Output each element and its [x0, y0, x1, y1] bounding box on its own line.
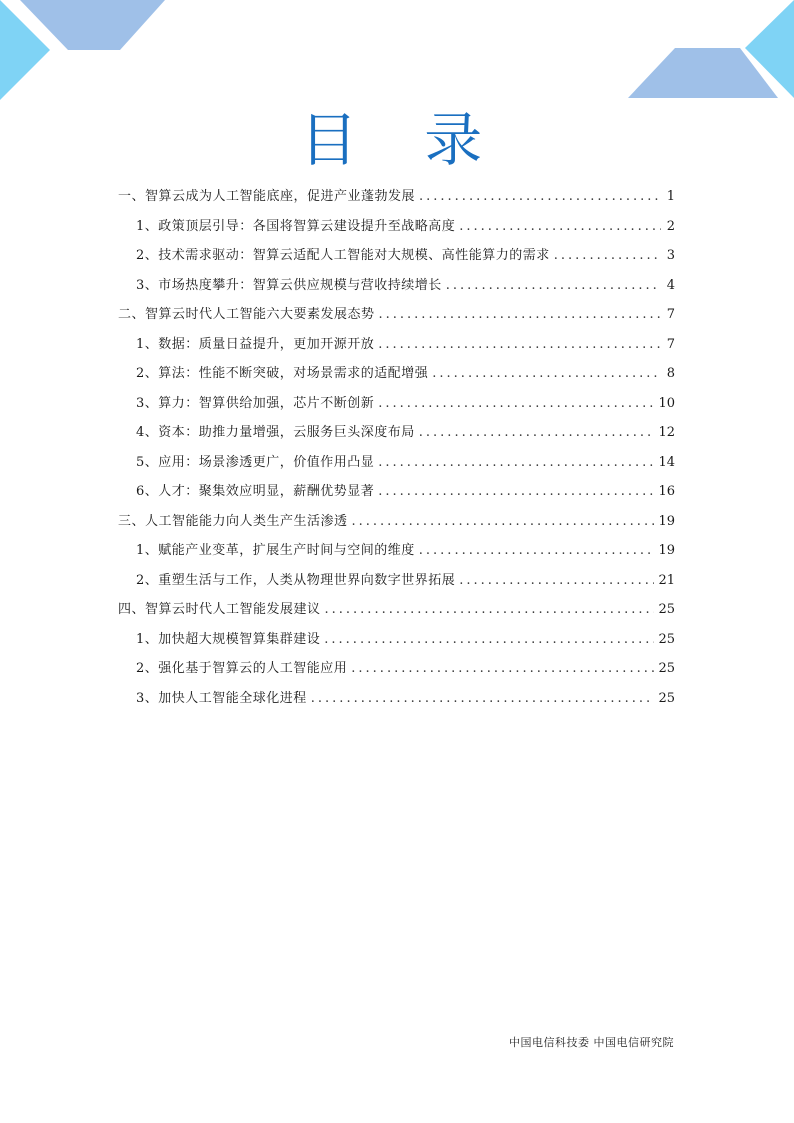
- toc-chapter-entry[interactable]: [118, 182, 675, 212]
- toc-entry-label: 一、智算云成为人工智能底座，促进产业蓬勃发展: [118, 189, 416, 204]
- toc-leader-dots: [419, 182, 661, 212]
- toc-leader-dots: [325, 595, 655, 625]
- toc-entry-label: 4、资本：助推力量增强，云服务巨头深度布局: [136, 425, 415, 440]
- toc-leader-dots: [554, 241, 661, 271]
- toc-entry-label: 3、加快人工智能全球化进程: [136, 690, 307, 706]
- toc-section-entry[interactable]: [118, 566, 675, 596]
- toc-entry-label: 1、政策顶层引导：各国将智算云建设提升至战略高度: [136, 218, 456, 234]
- toc-section-entry[interactable]: [118, 625, 675, 655]
- toc-entry-label: 2、技术需求驱动：智算云适配人工智能对大规模、高性能算力的需求: [136, 248, 550, 263]
- toc-page-number: 14: [658, 454, 675, 470]
- toc-entry-label: 1、赋能产业变革，扩展生产时间与空间的维度: [136, 543, 415, 558]
- toc-section-entry[interactable]: [118, 654, 675, 684]
- toc-entry-label: 6、人才：聚集效应明显，薪酬优势显著: [136, 484, 375, 499]
- toc-entry-label: 1、加快超大规模智算集群建设: [136, 631, 321, 647]
- toc-page-number: 4: [666, 277, 675, 293]
- toc-section-entry[interactable]: [118, 684, 675, 714]
- table-of-contents: [118, 182, 675, 713]
- toc-entry-label: 三、人工智能能力向人类生产生活渗透: [118, 513, 348, 529]
- page-title: 目 录: [299, 106, 507, 174]
- toc-page-number: 7: [666, 307, 675, 322]
- toc-leader-dots: [432, 359, 661, 389]
- toc-leader-dots: [311, 684, 655, 714]
- toc-page-number: 25: [658, 690, 675, 706]
- toc-section-entry[interactable]: [118, 241, 675, 271]
- toc-entry-label: 1、数据：质量日益提升，更加开源开放: [136, 336, 375, 352]
- footer-org: 中国电信科技委 中国电信研究院: [509, 1036, 674, 1049]
- toc-entry-label: 3、算力：智算供给加强，芯片不断创新: [136, 395, 375, 411]
- toc-section-entry[interactable]: [118, 271, 675, 301]
- toc-entry-label: 2、算法：性能不断突破，对场景需求的适配增强: [136, 366, 429, 381]
- toc-section-entry[interactable]: [118, 359, 675, 389]
- toc-chapter-entry[interactable]: [118, 507, 675, 537]
- toc-leader-dots: [459, 566, 654, 596]
- toc-page-number: 12: [658, 425, 675, 440]
- toc-page-number: 25: [658, 631, 675, 647]
- toc-leader-dots: [419, 536, 655, 566]
- toc-section-entry[interactable]: [118, 448, 675, 478]
- toc-page-number: 19: [658, 543, 675, 558]
- toc-entry-label: 2、强化基于智算云的人工智能应用: [136, 661, 348, 676]
- toc-leader-dots: [378, 330, 661, 360]
- toc-page-number: 1: [666, 189, 675, 204]
- toc-leader-dots: [351, 654, 654, 684]
- toc-leader-dots: [378, 448, 654, 478]
- toc-page-number: 16: [658, 484, 675, 499]
- toc-leader-dots: [324, 625, 654, 655]
- toc-section-entry[interactable]: [118, 389, 675, 419]
- toc-page-number: 21: [658, 572, 675, 588]
- toc-chapter-entry[interactable]: [118, 595, 675, 625]
- toc-entry-label: 二、智算云时代人工智能六大要素发展态势: [118, 307, 375, 322]
- toc-leader-dots: [378, 389, 654, 419]
- toc-entry-label: 2、重塑生活与工作，人类从物理世界向数字世界拓展: [136, 572, 456, 588]
- toc-chapter-entry[interactable]: [118, 300, 675, 330]
- toc-entry-label: 四、智算云时代人工智能发展建议: [118, 602, 321, 617]
- toc-section-entry[interactable]: [118, 212, 675, 242]
- toc-page-number: 2: [666, 218, 675, 234]
- toc-page-number: 10: [658, 395, 675, 411]
- toc-entry-label: 5、应用：场景渗透更广，价值作用凸显: [136, 454, 375, 470]
- toc-section-entry[interactable]: [118, 536, 675, 566]
- toc-entry-label: 3、市场热度攀升：智算云供应规模与营收持续增长: [136, 277, 442, 293]
- toc-page-number: 8: [666, 366, 675, 381]
- toc-section-entry[interactable]: [118, 330, 675, 360]
- toc-page-number: 25: [658, 602, 675, 617]
- toc-section-entry[interactable]: [118, 418, 675, 448]
- toc-page-number: 3: [666, 248, 675, 263]
- toc-leader-dots: [379, 300, 661, 330]
- toc-page-number: 25: [658, 661, 675, 676]
- toc-leader-dots: [352, 507, 655, 537]
- toc-section-entry[interactable]: [118, 477, 675, 507]
- header-decoration: [0, 0, 794, 110]
- toc-page-number: 7: [666, 336, 675, 352]
- toc-leader-dots: [446, 271, 661, 301]
- toc-page-number: 19: [658, 513, 675, 529]
- toc-leader-dots: [419, 418, 655, 448]
- toc-leader-dots: [378, 477, 654, 507]
- toc-leader-dots: [459, 212, 661, 242]
